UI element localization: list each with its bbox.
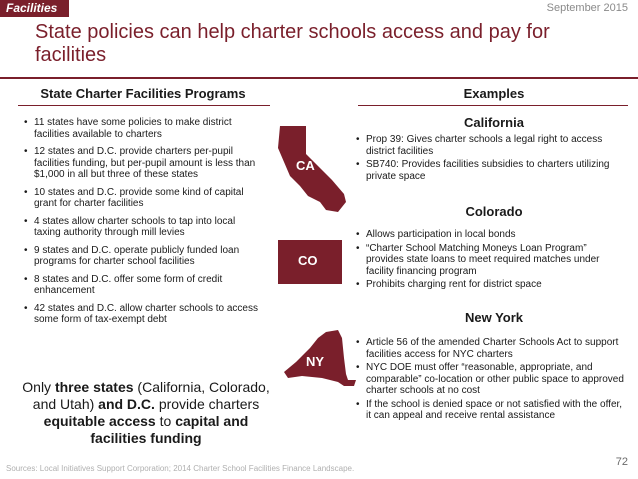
- list-item: • 12 states and D.C. provide charters per-pupil facilities funding, but per-pupil amount is less than $1,000 in all but three of these states: [24, 146, 264, 181]
- california-map: [272, 122, 354, 214]
- callout-text: Only: [22, 379, 55, 395]
- colorado-map: [274, 236, 348, 288]
- callout-bold: equitable access: [43, 413, 156, 429]
- right-heading-underline: [358, 105, 628, 106]
- list-item: • “Charter School Matching Moneys Loan Program” provides state loans to meet required matches under facility financing program: [356, 243, 626, 278]
- list-item: • 9 states and D.C. operate publicly funded loan programs for charter school facilities: [24, 245, 264, 268]
- list-item: • Prop 39: Gives charter schools a legal right to access district facilities: [356, 134, 626, 157]
- callout-text: provide charters: [154, 396, 260, 412]
- programs-list: [24, 117, 264, 332]
- list-item: • NYC DOE must offer “reasonable, appropriate, and comparable” co-location or other public space to approved charter schools at no cost: [356, 362, 626, 397]
- left-column-heading: State Charter Facilities Programs: [40, 86, 246, 101]
- date-label: September 2015: [546, 2, 628, 14]
- california-list: [356, 134, 626, 184]
- callout-text: to: [155, 413, 176, 429]
- state-abbrev-co: CO: [298, 253, 318, 268]
- section-tag: Facilities: [0, 0, 69, 17]
- page-number: 72: [615, 456, 628, 468]
- colorado-list: [356, 229, 626, 293]
- callout-bold: capital and facilities funding: [90, 413, 249, 446]
- list-item: • Article 56 of the amended Charter Schools Act to support facilities access for NYC charters: [356, 337, 626, 360]
- example-title-california: California: [464, 115, 524, 130]
- new-york-list: [356, 337, 626, 424]
- callout-bold: three states: [54, 379, 134, 395]
- state-abbrev-ny: NY: [306, 354, 325, 369]
- equitable-access-callout: [22, 379, 270, 447]
- list-item: • 42 states and D.C. allow charter schools to access some form of tax-exempt debt: [24, 303, 264, 326]
- list-item: • 8 states and D.C. offer some form of credit enhancement: [24, 274, 264, 297]
- list-item: • If the school is denied space or not satisfied with the offer, it can appeal and receive rental assistance: [356, 399, 626, 422]
- sources-footnote: Sources: Local Initiatives Support Corporation; 2014 Charter School Facilities Finance Landscape.: [6, 464, 355, 473]
- example-title-colorado: Colorado: [465, 204, 523, 219]
- list-item: • 4 states allow charter schools to tap into local taxing authority through mill levies: [24, 216, 264, 239]
- callout-text: (California, Colorado, and Utah): [32, 379, 270, 412]
- list-item: • Prohibits charging rent for district space: [356, 279, 626, 291]
- list-item: • 10 states and D.C. provide some kind of capital grant for charter facilities: [24, 187, 264, 210]
- callout-bold: and D.C.: [98, 396, 155, 412]
- state-abbrev-ca: CA: [296, 158, 315, 173]
- list-item: • SB740: Provides facilities subsidies to charters utilizing private space: [356, 159, 626, 182]
- list-item: • Allows participation in local bonds: [356, 229, 626, 241]
- new-york-map: [282, 328, 358, 394]
- title-divider: [0, 77, 638, 79]
- left-heading-underline: [18, 105, 270, 106]
- list-item: • 11 states have some policies to make district facilities available to charters: [24, 117, 264, 140]
- right-column-heading: Examples: [463, 86, 525, 101]
- page-title: State policies can help charter schools access and pay for facilities: [35, 21, 550, 66]
- example-title-new-york: New York: [464, 310, 524, 325]
